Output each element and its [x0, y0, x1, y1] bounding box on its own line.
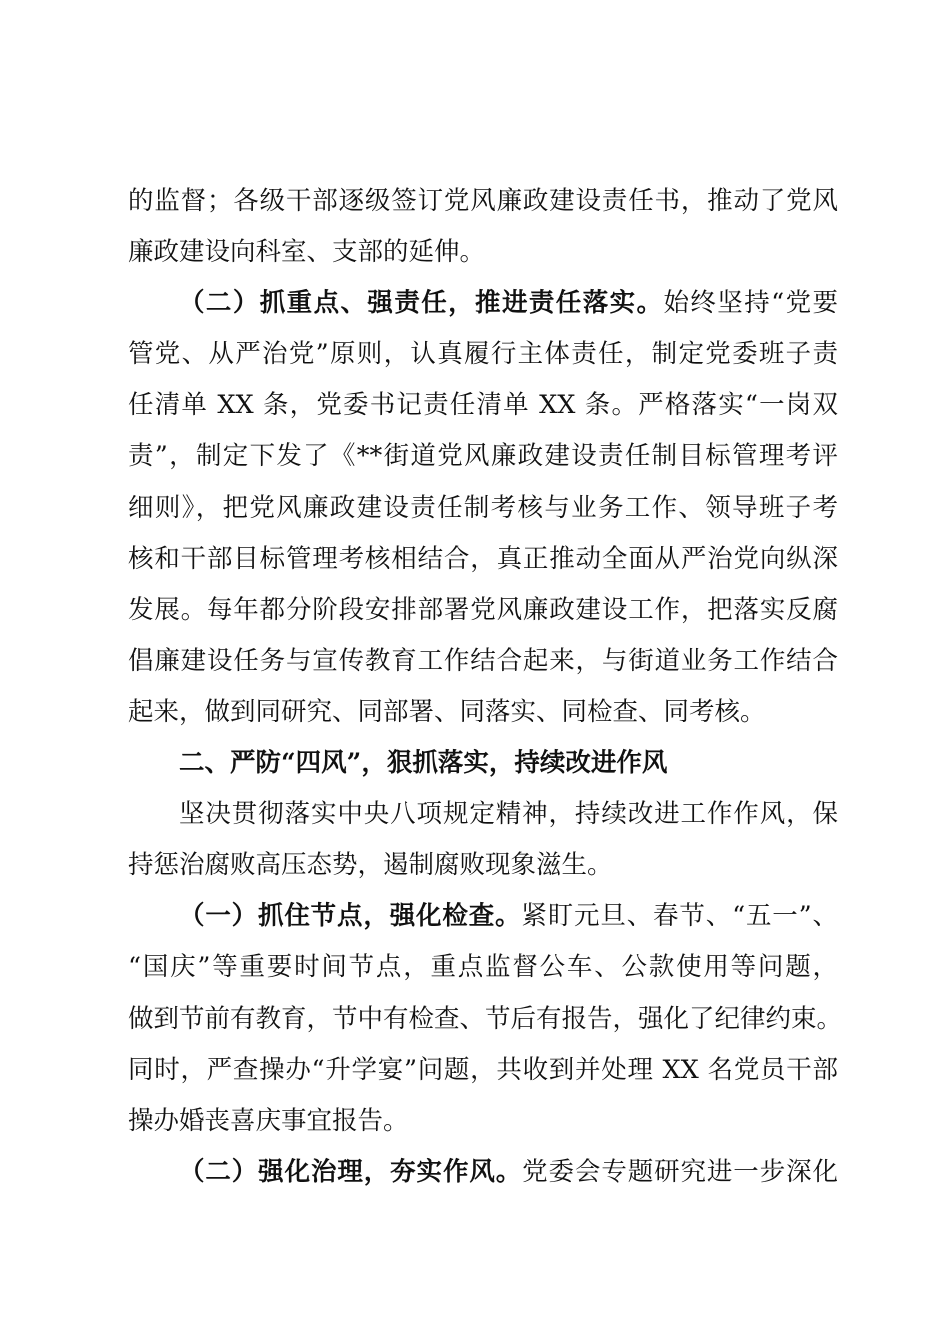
body-line: 责”，制定下发了《**街道党风廉政建设责任制目标管理考评 [128, 441, 838, 472]
body-line: 倡廉建设任务与宣传教育工作结合起来，与街道业务工作结合 [128, 645, 838, 676]
subsection-line [128, 1147, 838, 1198]
body-line: “国庆”等重要时间节点，重点监督公车、公款使用等问题， [128, 952, 838, 983]
body-line: 起来，做到同研究、同部署、同落实、同检查、同考核。 [128, 696, 766, 727]
body-line: 的监督；各级干部逐级签订党风廉政建设责任书，推动了党风 [128, 186, 838, 216]
body-line: 持惩治腐败高压态势，遏制腐败现象滋生。 [128, 850, 613, 881]
subsection-title: （一）抓住节点，强化检查。 [179, 901, 522, 932]
subsection-line [128, 891, 838, 942]
body-text: 党委会专题研究进一步深化 [522, 1156, 838, 1187]
body-line: 操办婚丧喜庆事宜报告。 [128, 1105, 409, 1136]
body-text: 紧盯元旦、春节、“五一”、 [521, 901, 838, 932]
body-line: 做到节前有教育，节中有检查、节后有报告，强化了纪律约束。 [128, 1003, 843, 1034]
body-line: 核和干部目标管理考核相结合，真正推动全面从严治党向纵深 [128, 543, 838, 574]
paragraph-first-line: 坚决贯彻落实中央八项规定精神，持续改进工作作风，保 [179, 799, 838, 830]
subsection-line [128, 278, 838, 329]
subsection-title: （二）强化治理，夯实作风。 [179, 1156, 523, 1187]
subsection-title: （二）抓重点、强责任，推进责任落实。 [179, 288, 664, 319]
body-line: 同时，严查操办“升学宴”问题，共收到并处理 XX 名党员干部 [128, 1054, 838, 1085]
body-line: 廉政建设向科室、支部的延伸。 [128, 237, 486, 268]
body-line: 细则》，把党风廉政建设责任制考核与业务工作、领导班子考 [128, 492, 838, 523]
section-heading: 二、严防“四风”，狠抓落实，持续改进作风 [179, 748, 668, 779]
body-text: 始终坚持“党要 [663, 288, 838, 319]
body-line: 任清单 XX 条，党委书记责任清单 XX 条。严格落实“一岗双 [128, 390, 838, 421]
document-page [128, 176, 843, 1198]
body-line: 管党、从严治党”原则，认真履行主体责任，制定党委班子责 [128, 339, 838, 370]
body-line: 发展。每年都分阶段安排部署党风廉政建设工作，把落实反腐 [128, 594, 838, 625]
